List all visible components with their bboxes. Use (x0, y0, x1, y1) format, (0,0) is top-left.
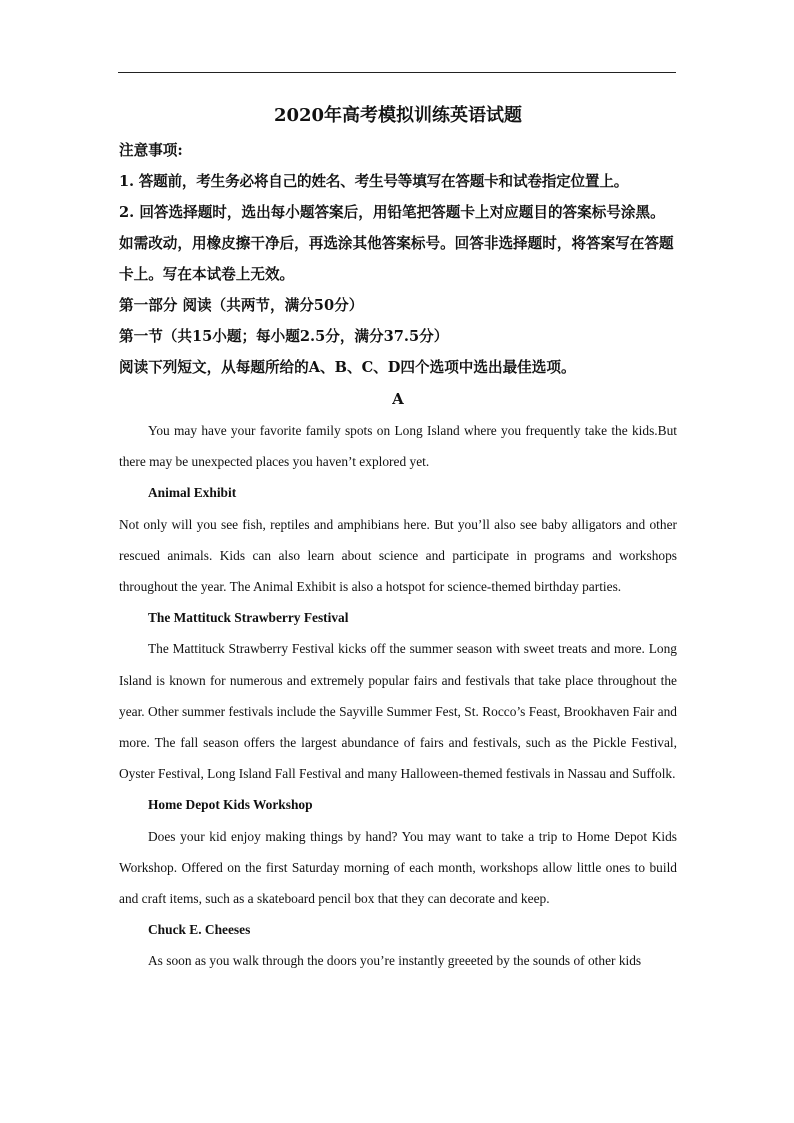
section-heading: 第一节（共15小题；每小题2.5分，满分37.5分） (119, 328, 449, 345)
strawberry-festival-text: The Mattituck Strawberry Festival kicks off the summer season with sweet treats and more. Long Island is known for numerous and extremely popular fairs and festivals that take place throughout the year. Other summer festivals include the Sayville Summer Fest, St. Rocco’s Feast, Brookhaven Fair and more. The fall season offers the largest abundance of fairs and festivals, such as the Pickle Festival, Oyster Festival, Long Island Fall Festival and many Halloween-themed festivals in Nassau and Suffolk. (119, 641, 677, 782)
notice-item-1: 1. 答题前，考生务必将自己的姓名、考生号等填写在答题卡和试卷指定位置上。 (119, 173, 629, 190)
exam-title: 2020年高考模拟训练英语试题 (273, 105, 523, 126)
reading-instruction: 阅读下列短文，从每题所给的A、B、C、D四个选项中选出最佳选项。 (119, 359, 576, 376)
animal-exhibit-text: Not only will you see fish, reptiles and amphibians here. But you’ll also see baby alligators and other rescued animals. Kids can also learn about science and participate in programs and workshops throughout the year. The Animal Exhibit is also a hotspot for science-themed birthday parties. (119, 516, 677, 595)
exam-page (119, 103, 677, 977)
strawberry-festival-heading: The Mattituck Strawberry Festival (148, 610, 349, 626)
passage-letter: A (392, 390, 404, 408)
chuck-e-cheeses-text: As soon as you walk through the doors you’re instantly greeeted by the sounds of other kids (148, 953, 642, 969)
animal-exhibit-heading: Animal Exhibit (148, 485, 237, 501)
notice-item-2: 2. 回答选择题时，选出每小题答案后，用铅笔把答题卡上对应题目的答案标号涂黑。如需改动，用橡皮擦干净后，再选涂其他答案标号。回答非选择题时，将答案写在答题卡上。写在本试卷上无效。 (119, 204, 674, 283)
notice-heading: 注意事项: (119, 142, 183, 159)
passage-intro: You may have your favorite family spots on Long Island where you frequently take the kids.But there may be unexpected places you haven’t explored yet. (119, 423, 677, 470)
part-heading: 第一部分 阅读（共两节，满分50分） (119, 297, 364, 314)
header-rule (118, 72, 676, 73)
home-depot-heading: Home Depot Kids Workshop (148, 797, 313, 813)
home-depot-text: Does your kid enjoy making things by hand? You may want to take a trip to Home Depot Kids Workshop. Offered on the first Saturday morning of each month, workshops allow little ones to build and craft items, such as a skateboard pencil box that they can decorate and keep. (119, 828, 677, 907)
chuck-e-cheeses-heading: Chuck E. Cheeses (148, 922, 251, 938)
